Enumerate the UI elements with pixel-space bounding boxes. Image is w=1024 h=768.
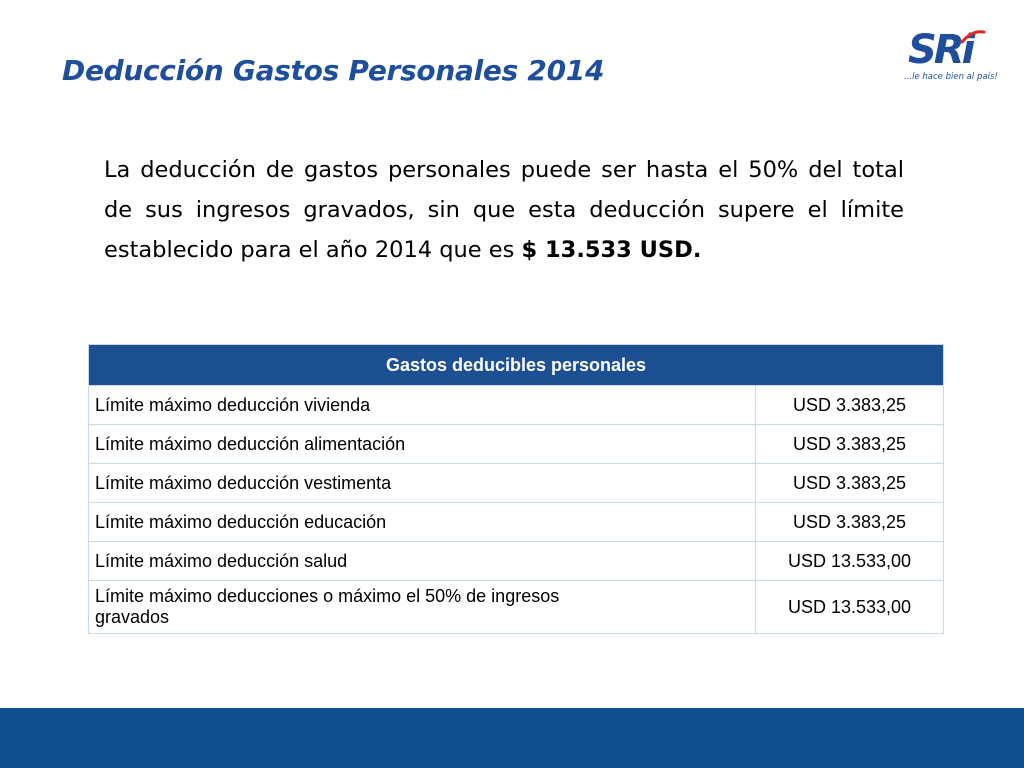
row-value: USD 13.533,00 (756, 542, 944, 581)
row-value: USD 3.383,25 (756, 503, 944, 542)
deductions-table (88, 344, 944, 634)
paragraph-amount: $ 13.533 USD. (521, 237, 702, 263)
row-label: Límite máximo deducción vestimenta (89, 464, 756, 503)
row-value: USD 13.533,00 (756, 581, 944, 634)
row-label: Límite máximo deducción salud (89, 542, 756, 581)
row-value: USD 3.383,25 (756, 464, 944, 503)
row-label-text: Límite máximo deducciones o máximo el 50% de ingresos gravados (95, 586, 560, 627)
logo-text: SRi (908, 27, 973, 73)
table-row (89, 386, 944, 425)
table-row (89, 581, 944, 634)
row-label: Límite máximo deducción educación (89, 503, 756, 542)
table-header: Gastos deducibles personales (89, 345, 944, 386)
table-row (89, 464, 944, 503)
table-row (89, 542, 944, 581)
table-row (89, 425, 944, 464)
page-title: Deducción Gastos Personales 2014 (62, 54, 605, 87)
footer-bar (0, 708, 1024, 768)
logo-swoosh-icon (960, 30, 986, 44)
row-label: Límite máximo deducción vivienda (89, 386, 756, 425)
row-label (89, 581, 756, 634)
sri-logo (900, 27, 998, 88)
intro-paragraph (104, 150, 904, 270)
table-header-row (89, 345, 944, 386)
row-value: USD 3.383,25 (756, 386, 944, 425)
table-row (89, 503, 944, 542)
paragraph-text: La deducción de gastos personales puede ser hasta el 50% del total de sus ingresos gravados, sin que esta deducción supere el límite establecido para el año 2014 que es (104, 157, 904, 263)
logo-tagline: ...le hace bien al país! (904, 72, 998, 82)
row-label: Límite máximo deducción alimentación (89, 425, 756, 464)
row-value: USD 3.383,25 (756, 425, 944, 464)
